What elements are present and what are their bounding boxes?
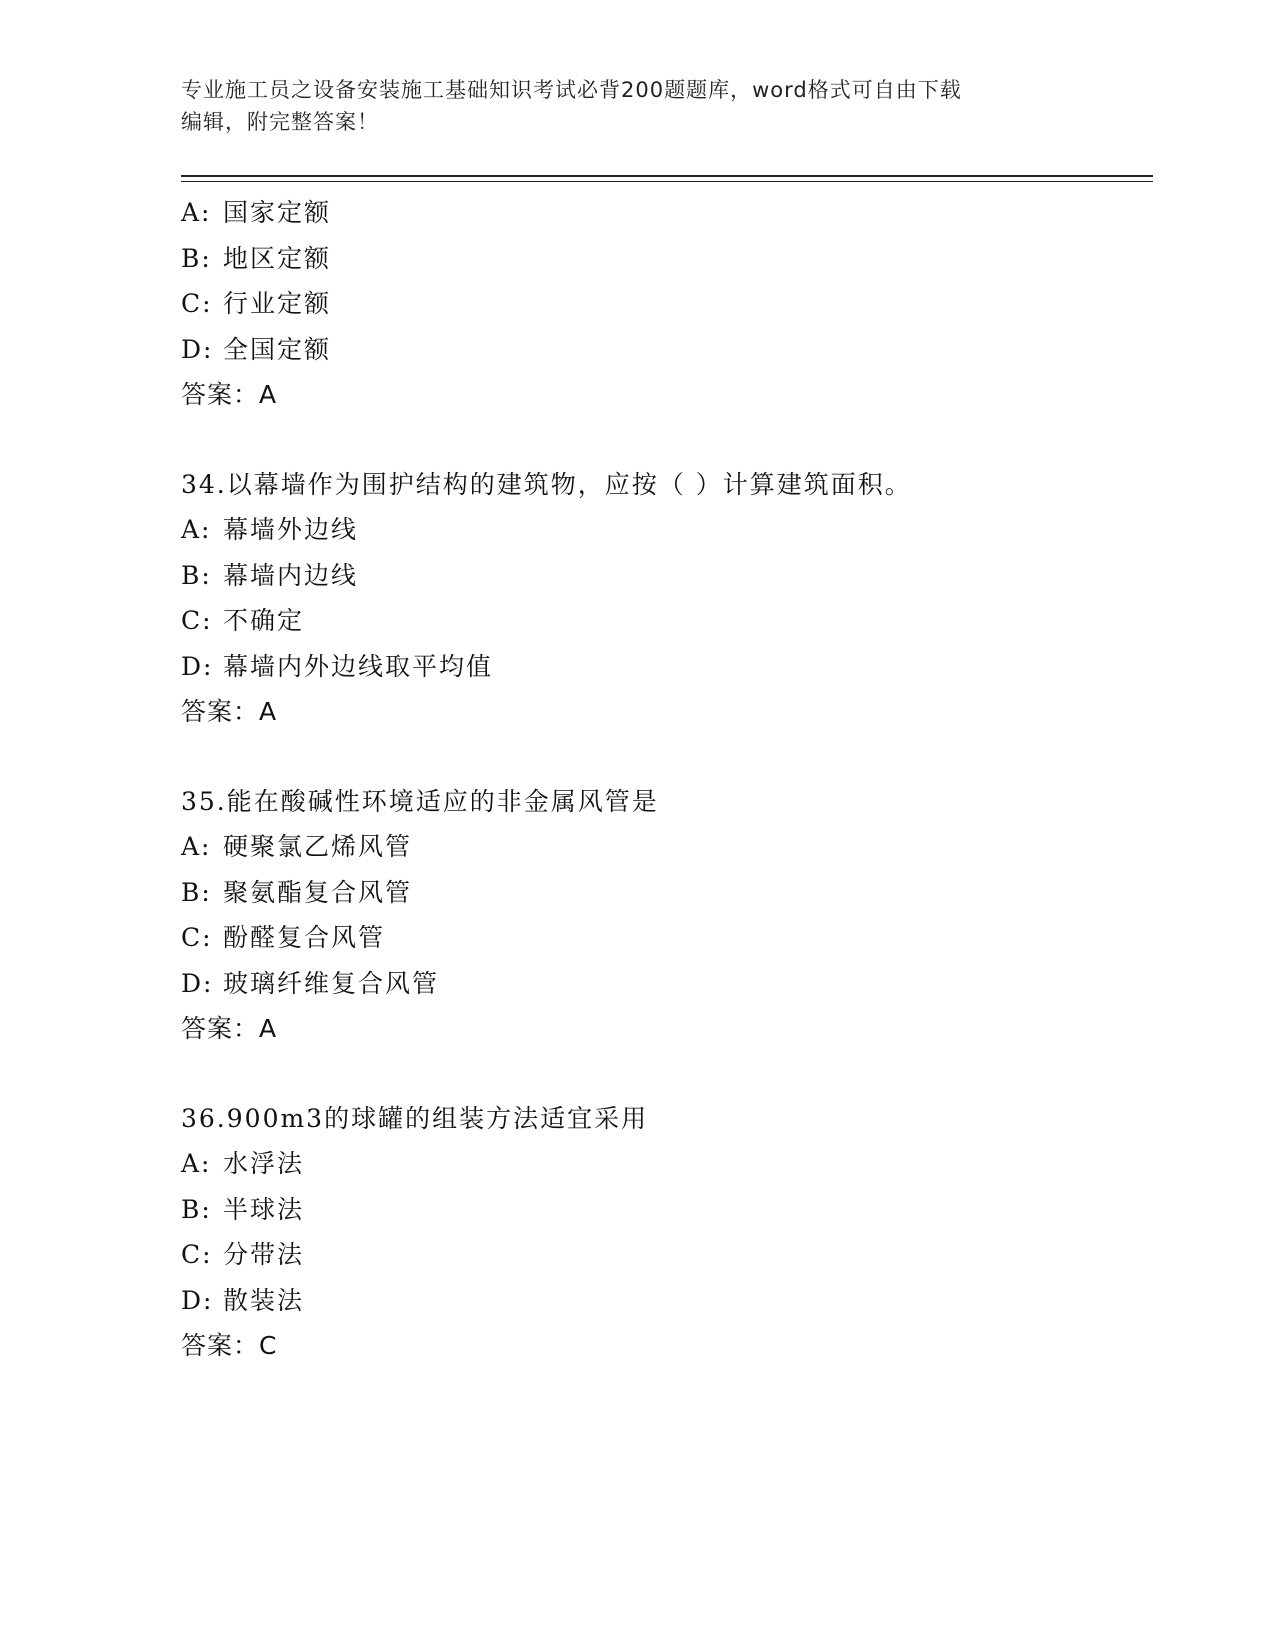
option-b bbox=[181, 553, 1153, 599]
option-text: 聚氨酯复合风管 bbox=[223, 877, 413, 907]
option-c bbox=[181, 915, 1153, 961]
spacer bbox=[181, 735, 1153, 779]
option-a bbox=[181, 1141, 1153, 1187]
option-b bbox=[181, 1187, 1153, 1233]
header-divider-thick bbox=[181, 175, 1153, 177]
option-letter: A: bbox=[181, 198, 212, 227]
question-stem: 34.以幕墙作为围护结构的建筑物，应按（ ）计算建筑面积。 bbox=[181, 469, 912, 499]
spacer bbox=[181, 418, 1153, 462]
option-text: 幕墙外边线 bbox=[223, 515, 359, 544]
option-text: 不确定 bbox=[223, 606, 305, 635]
answer-line: 答案：A bbox=[181, 697, 278, 726]
spacer bbox=[181, 1052, 1153, 1096]
question-block-34 bbox=[181, 462, 1153, 735]
answer-line: 答案：C bbox=[181, 1331, 278, 1360]
question-block-35 bbox=[181, 779, 1153, 1052]
option-text: 硬聚氯乙烯风管 bbox=[223, 832, 413, 861]
option-text: 全国定额 bbox=[223, 334, 332, 364]
option-a bbox=[181, 507, 1153, 553]
option-letter: D: bbox=[181, 334, 214, 364]
option-letter: A: bbox=[181, 1149, 212, 1178]
option-letter: A: bbox=[181, 832, 212, 861]
option-letter: C: bbox=[181, 923, 213, 952]
option-letter: D: bbox=[181, 651, 214, 681]
option-text: 酚醛复合风管 bbox=[223, 923, 386, 952]
answer-line: 答案：A bbox=[181, 1014, 278, 1043]
question-block-36 bbox=[181, 1096, 1153, 1369]
option-letter: C: bbox=[181, 1240, 213, 1269]
option-a bbox=[181, 824, 1153, 870]
option-letter: B: bbox=[181, 243, 212, 273]
option-text: 水浮法 bbox=[223, 1149, 305, 1178]
option-b bbox=[181, 236, 1153, 282]
question-list bbox=[181, 190, 1153, 1369]
header-divider-thin bbox=[181, 181, 1153, 182]
option-letter: D: bbox=[181, 1285, 214, 1315]
option-d bbox=[181, 961, 1153, 1007]
document-header bbox=[181, 74, 1101, 138]
question-stem: 35.能在酸碱性环境适应的非金属风管是 bbox=[181, 786, 659, 816]
option-text: 幕墙内边线 bbox=[223, 560, 359, 590]
option-letter: B: bbox=[181, 1194, 212, 1224]
option-a bbox=[181, 190, 1153, 236]
option-text: 玻璃纤维复合风管 bbox=[223, 968, 440, 998]
option-d bbox=[181, 1278, 1153, 1324]
option-text: 散装法 bbox=[223, 1285, 305, 1315]
option-text: 国家定额 bbox=[223, 198, 332, 227]
option-letter: D: bbox=[181, 968, 214, 998]
option-letter: B: bbox=[181, 560, 212, 590]
option-letter: C: bbox=[181, 289, 213, 318]
option-letter: B: bbox=[181, 877, 212, 907]
option-letter: C: bbox=[181, 606, 213, 635]
question-block-continued bbox=[181, 190, 1153, 418]
option-b bbox=[181, 870, 1153, 916]
answer-line: 答案：A bbox=[181, 380, 278, 409]
option-text: 半球法 bbox=[223, 1194, 305, 1224]
option-text: 地区定额 bbox=[223, 243, 332, 273]
header-title-line-1: 专业施工员之设备安装施工基础知识考试必背200题题库，word格式可自由下载 bbox=[181, 78, 962, 102]
option-c bbox=[181, 598, 1153, 644]
option-c bbox=[181, 1232, 1153, 1278]
option-d bbox=[181, 644, 1153, 690]
option-c bbox=[181, 281, 1153, 327]
header-title-line-2: 编辑，附完整答案！ bbox=[181, 110, 379, 134]
option-text: 分带法 bbox=[223, 1240, 305, 1269]
option-letter: A: bbox=[181, 515, 212, 544]
option-d bbox=[181, 327, 1153, 373]
option-text: 行业定额 bbox=[223, 289, 332, 318]
option-text: 幕墙内外边线取平均值 bbox=[223, 651, 494, 681]
question-stem: 36.900m3的球罐的组装方法适宜采用 bbox=[181, 1103, 649, 1133]
